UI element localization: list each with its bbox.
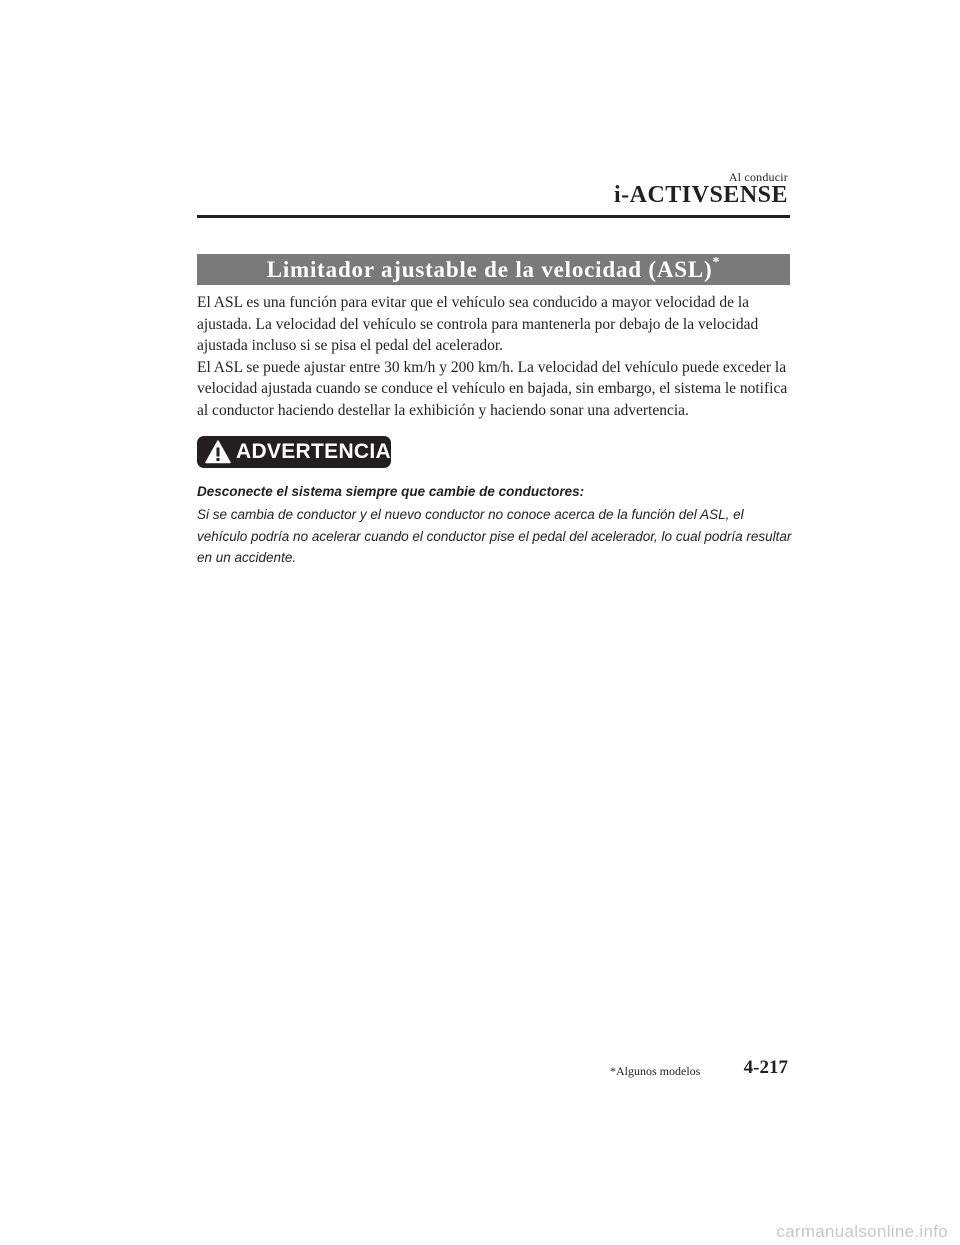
models-marker: * xyxy=(712,254,721,270)
warning-label: ADVERTENCIA xyxy=(236,440,391,463)
body-text xyxy=(197,292,797,422)
topic-heading xyxy=(266,254,721,283)
warning-badge xyxy=(197,436,391,468)
header-divider xyxy=(197,215,790,218)
warning-triangle-icon xyxy=(205,440,231,464)
chapter-label: Al conducir xyxy=(728,170,788,184)
page-number: 4-217 xyxy=(743,1057,788,1078)
topic-heading-text: Limitador ajustable de la velocidad (ASL) xyxy=(266,256,713,282)
section-title: i-ACTIVSENSE xyxy=(613,182,788,208)
body-paragraph-1: El ASL es una función para evitar que el vehículo sea conducido a mayor velocidad de la ajustada. La velocidad del vehículo se controla para mantenerla por debajo de la velocidad ajustada incluso si se pisa el pedal del acelerador. xyxy=(197,294,759,355)
body-paragraph-2: El ASL se puede ajustar entre 30 km/h y 200 km/h. La velocidad del vehículo puede exceder la velocidad ajustada cuando se conduce el vehículo en bajada, sin embargo, el sistema le notifica al conductor haciendo destellar la exhibición y haciendo sonar una advertencia. xyxy=(197,358,788,419)
watermark: carmanualsonline.info xyxy=(776,1222,948,1241)
warning-text: Si se cambia de conductor y el nuevo conductor no conoce acerca de la función del ASL, el vehículo podría no acelerar cuando el conductor pise el pedal del acelerador, lo cual podría resultar en un accidente. xyxy=(197,507,792,565)
footnote: *Algunos modelos xyxy=(610,1064,701,1078)
topic-heading-bar xyxy=(197,254,790,285)
warning-heading: Desconecte el sistema siempre que cambie de conductores: xyxy=(197,484,585,499)
